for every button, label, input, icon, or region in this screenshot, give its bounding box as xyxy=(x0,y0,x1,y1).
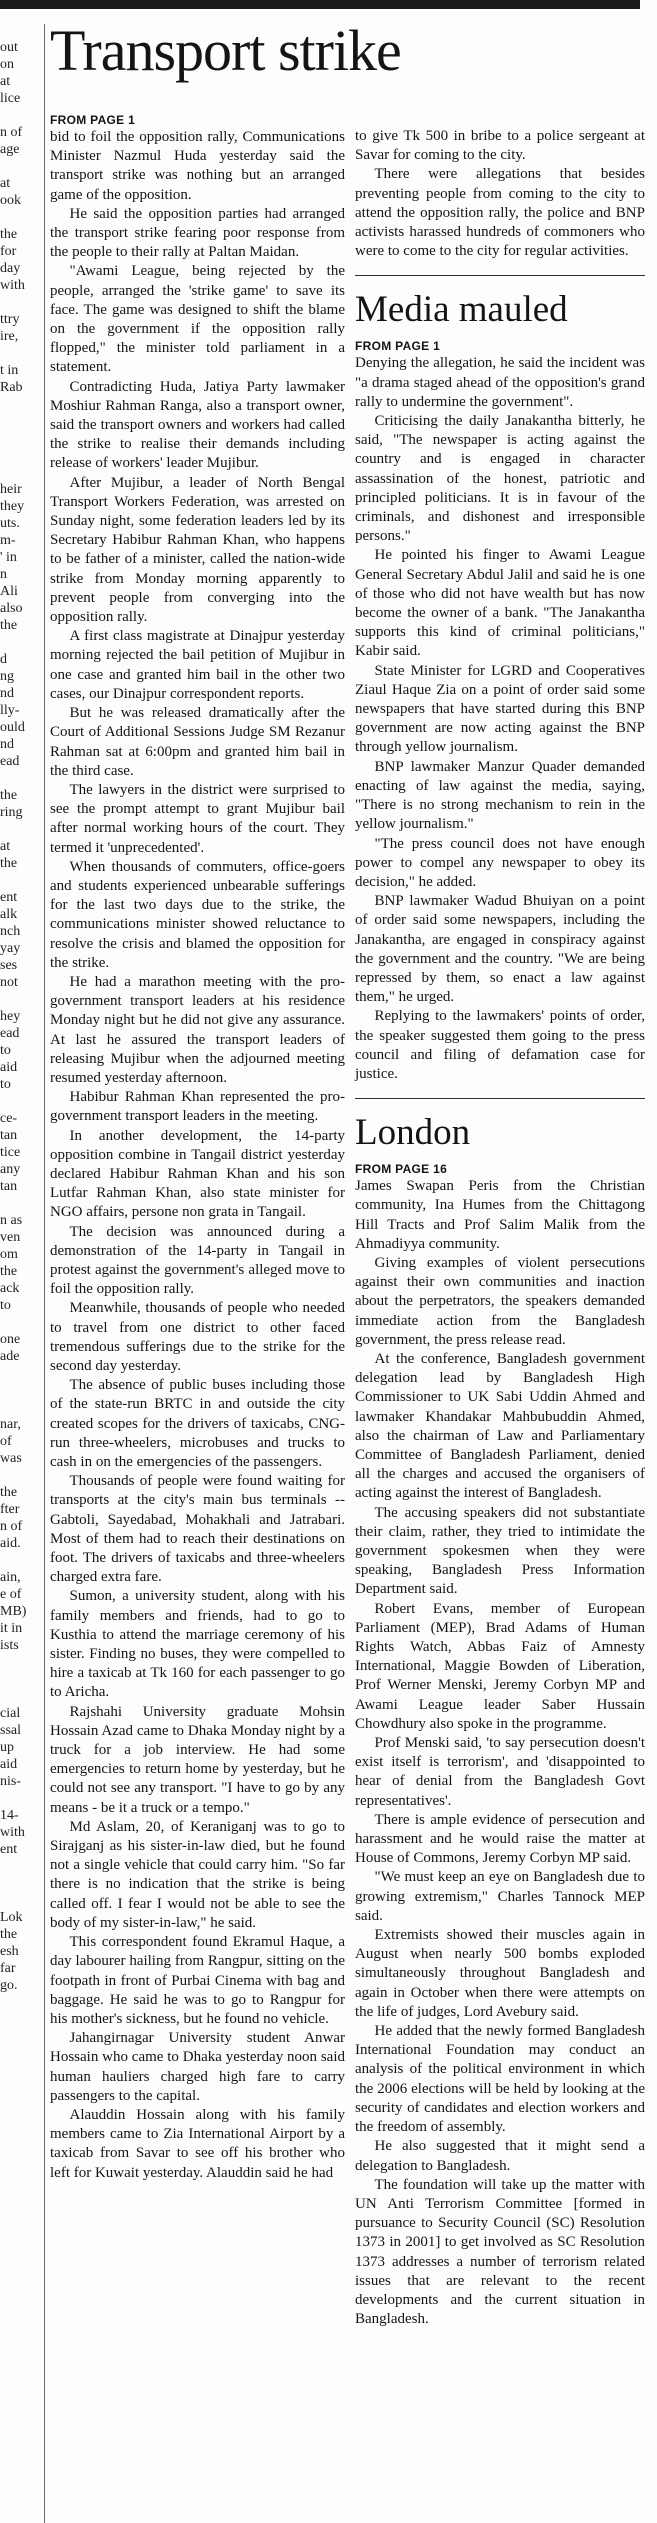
left-fragment xyxy=(0,1654,38,1671)
left-fragment: was xyxy=(0,1451,22,1466)
left-fragment: cial xyxy=(0,1706,21,1721)
left-fragment xyxy=(0,1858,38,1875)
left-fragment xyxy=(0,1552,38,1569)
left-fragment: ent xyxy=(0,1842,18,1857)
left-fragment: n as xyxy=(0,1213,23,1228)
section-divider xyxy=(355,275,645,276)
left-fragment: ists xyxy=(0,1638,19,1653)
left-fragment: day xyxy=(0,261,21,276)
paragraph: "We must keep an eye on Bangladesh due to growing extremism," Charles Tannock MEP said. xyxy=(355,1869,645,1924)
left-fragment xyxy=(0,1399,38,1416)
left-fragment xyxy=(0,1093,38,1110)
paragraph: He had a marathon meeting with the pro-government transport leaders at his residence Monday night but he did not give any assurance. At last he assured the transport leaders of releasing Mujibur when the adjourned meeting resumed yesterday afternoon. xyxy=(50,973,345,1086)
london-from-label: FROM PAGE 16 xyxy=(355,1162,448,1177)
left-fragment: it in xyxy=(0,1621,23,1636)
left-fragment: ce- xyxy=(0,1111,18,1126)
paragraph: Robert Evans, member of European Parliament (MEP), Brad Adams of Human Rights Watch, Abbas Faiz of Amnesty International, Maggie Bowden of Liberation, Prof Werner Menski, Jeremy Corbyn MP and Awami League leader Saber Hussain Chowdhury also spoke in the programme. xyxy=(355,1600,645,1732)
paragraph: In another development, the 14-party opposition combine in Tangail district yesterday declared Habibur Rahman Khan and his son Lutfar Rahman Khan, also state minister for NGO affairs, persone non grata in Tangail. xyxy=(50,1127,345,1221)
left-fragment xyxy=(0,991,38,1008)
left-fragment: to xyxy=(0,1298,11,1313)
left-fragment: ade xyxy=(0,1349,20,1364)
paragraph: There is ample evidence of persecution and harassment and he would raise the matter at House of Commons, Jeremy Corbyn MP said. xyxy=(355,1811,645,1867)
london-body xyxy=(355,1177,645,2329)
paragraph: A first class magistrate at Dinajpur yesterday morning rejected the bail petition of Mujibur in one case and granted him bail in the other two cases, our Dinajpur correspondent reports. xyxy=(50,628,345,702)
left-fragment xyxy=(0,107,38,124)
left-fragment xyxy=(0,1688,38,1705)
left-fragment: at xyxy=(0,839,11,854)
left-fragment: n of xyxy=(0,125,23,140)
left-fragment xyxy=(0,396,38,413)
left-fragment: of xyxy=(0,1434,12,1449)
left-fragment: Lok xyxy=(0,1910,23,1925)
paragraph: There were allegations that besides preventing people from coming to the city to attend the opposition rally, the police and BNP activists harassed hundreds of commoners who were to come to the city for regular activities. xyxy=(355,166,645,260)
paragraph: He pointed his finger to Awami League General Secretary Abdul Jalil and said he is one of those who did not have wealth but has now become the owner of a bank. "The Janakantha supports this kind of criminal politicians," Kabir said. xyxy=(355,547,645,660)
left-fragment: uts. xyxy=(0,516,20,531)
transport-strike-continued xyxy=(355,127,645,261)
paragraph: The accusing speakers did not substantiate their claim, rather, they tried to intimidate the government spokesmen when they were speaking, Bangladesh Press Information Department said. xyxy=(355,1504,645,1598)
paragraph: "The press council does not have enough power to compel any newspaper to obey its decision," he added. xyxy=(355,835,645,890)
article-transport-strike xyxy=(50,112,345,2183)
left-fragment: aid xyxy=(0,1060,18,1075)
left-fragment xyxy=(0,872,38,889)
left-fragment xyxy=(0,430,38,447)
paragraph: BNP lawmaker Manzur Quader demanded enacting of law against the media, saying, "There is no strong mechanism to rein in the yellow journalism." xyxy=(355,758,645,833)
media-mauled-body xyxy=(355,354,645,1084)
media-from-label: FROM PAGE 1 xyxy=(355,339,441,354)
left-fragment xyxy=(0,1790,38,1807)
paragraph: "Awami League, being rejected by the people, arranged the 'strike game' to save its face. The game was designed to shift the blame on the government if the opposition rally flopped," the minister told parliament in a statement. xyxy=(50,263,345,376)
left-fragment: ook xyxy=(0,193,21,208)
left-fragment xyxy=(0,158,38,175)
paragraph: Giving examples of violent persecutions against their own communities and inaction about the perpetrators, the speakers demanded immediate action from the Bangladesh government, the press release read. xyxy=(355,1254,645,1348)
paragraph: James Swapan Peris from the Christian community, Ina Humes from the Chittagong Hill Tracts and Prof Salim Malik from the Ahmadiyya community. xyxy=(355,1178,645,1252)
left-fragment xyxy=(0,1365,38,1382)
paragraph: Contradicting Huda, Jatiya Party lawmaker Moshiur Rahman Ranga, also a transport owner, said the transport owners and workers had called the strike to realise their demands including release of workers' leader Mujibur. xyxy=(50,378,345,472)
left-fragment: MB) xyxy=(0,1604,27,1619)
left-column-fragments xyxy=(0,22,38,1994)
left-fragment: yay xyxy=(0,941,21,956)
left-fragment: any xyxy=(0,1162,21,1177)
left-fragment: Rab xyxy=(0,380,23,395)
left-fragment: ent xyxy=(0,890,18,905)
left-fragment: ttry xyxy=(0,312,20,327)
left-fragment: e of xyxy=(0,1587,22,1602)
left-fragment: the xyxy=(0,788,18,803)
left-fragment xyxy=(0,345,38,362)
left-fragment: ses xyxy=(0,958,18,973)
left-fragment: n xyxy=(0,567,7,582)
left-fragment: the xyxy=(0,1485,18,1500)
left-fragment: out xyxy=(0,40,18,55)
paragraph: Extremists showed their muscles again in August when nearly 500 bombs exploded simultaneously throughout Bangladesh and again in October when there were attempts on the life of judges, Lord Avebury said. xyxy=(355,1927,645,2020)
paragraph: Denying the allegation, he said the incident was "a drama staged ahead of the opposition's grand rally to undermine the government". xyxy=(355,355,645,410)
left-fragment xyxy=(0,770,38,787)
paragraph: The absence of public buses including those of the state-run BRTC in and outside the city created scopes for the drivers of taxicabs, CNG-run three-wheelers, microbuses and trucks to cash in on the emergencies of the passengers. xyxy=(50,1377,345,1471)
left-fragment: at xyxy=(0,74,11,89)
left-fragment xyxy=(0,22,38,39)
top-border-bar xyxy=(0,0,640,9)
paragraph: State Minister for LGRD and Cooperatives Ziaul Haque Zia on a point of order said some newspapers that have started during this BNP government are now acting against the BNP through yellow journalism. xyxy=(355,662,645,756)
left-fragment: they xyxy=(0,499,25,514)
left-fragment: to xyxy=(0,1043,11,1058)
paragraph: Rajshahi University graduate Mohsin Hossain Azad came to Dhaka Monday night by a truck for a job interview. He had some emergencies to return home by yesterday, but he could not see any transport. "I have to go by any means - be it a truck or a tempo." xyxy=(50,1703,345,1816)
left-fragment: ead xyxy=(0,1026,20,1041)
paragraph: At the conference, Bangladesh government delegation lead by Bangladesh High Commissioner to UK Sabi Uddin Ahmed and lawmaker Khandakar Mahbubuddin Ahmed, also the chairman of Law and Parliamentary Committee of Bangladesh Parliament, denied all the charges and accused the organisers of acting against the interest of Bangladesh. xyxy=(355,1350,645,1502)
paragraph: to give Tk 500 in bribe to a police sergeant at Savar for coming to the city. xyxy=(355,128,645,164)
left-fragment: ring xyxy=(0,805,23,820)
paragraph: He added that the newly formed Bangladesh International Foundation may conduct an analysis of the political environment in which the 2006 elections will be held by looking at the security of candidates and election workers and the freedom of assembly. xyxy=(355,2023,645,2136)
left-fragment: age xyxy=(0,142,20,157)
left-fragment: m- xyxy=(0,533,16,548)
paragraph: Habibur Rahman Khan represented the pro-government transport leaders in the meeting. xyxy=(50,1089,345,1125)
section-divider xyxy=(355,1098,645,1099)
paragraph: Sumon, a university student, along with his family members and friends, had to go to Kusthia to attend the marriage ceremony of his sister. Finding no buses, they were compelled to hire a taxicab at Tk 160 for each passenger to go to Aricha. xyxy=(50,1588,345,1701)
left-fragment: at xyxy=(0,176,11,191)
left-fragment: esh xyxy=(0,1944,19,1959)
right-column xyxy=(355,127,645,2329)
left-fragment xyxy=(0,447,38,464)
left-fragment: hey xyxy=(0,1009,21,1024)
left-fragment: with xyxy=(0,278,25,293)
left-fragment: up xyxy=(0,1740,14,1755)
left-fragment xyxy=(0,821,38,838)
paragraph: After Mujibur, a leader of North Bengal Transport Workers Federation, was arrested on Sunday night, some federation leaders led by its Secretary Habibur Rahman Khan, who happens to be father of a minister, called the nation-wide strike from Monday morning apparently to prevent people from converging into the opposition rally. xyxy=(50,474,345,626)
left-fragment: lice xyxy=(0,91,21,106)
london-title: London xyxy=(355,1112,471,1154)
left-fragment: nis- xyxy=(0,1774,21,1789)
column-rule xyxy=(44,24,45,2523)
left-fragment: nd xyxy=(0,737,14,752)
left-fragment: heir xyxy=(0,482,22,497)
media-mauled-title: Media mauled xyxy=(355,289,568,331)
left-fragment: Ali xyxy=(0,584,18,599)
left-fragment xyxy=(0,634,38,651)
left-fragment: ack xyxy=(0,1281,20,1296)
paragraph: Prof Menski said, 'to say persecution doesn't exist itself is terrorism', and 'disappointed to hear of denial from the Bangladesh Govt representatives'. xyxy=(355,1735,645,1809)
left-fragment: ng xyxy=(0,669,14,684)
left-fragment xyxy=(0,294,38,311)
left-fragment: nd xyxy=(0,686,14,701)
left-fragment: not xyxy=(0,975,18,990)
paragraph: But he was released dramatically after the Court of Additional Sessions Judge SM Rezanur Rahman sat at 6:00pm and granted him bail in the third case. xyxy=(50,705,345,779)
left-fragment: ' in xyxy=(0,550,17,565)
paragraph: Thousands of people were found waiting for transports at the city's main bus terminals -- Gabtoli, Sayedabad, Mohakhali and Jatrabari. Most of them had to reach their destinations on foot. The drivers of taxicabs and three-wheelers charged extra fare. xyxy=(50,1473,345,1586)
left-fragment: tan xyxy=(0,1179,18,1194)
headline: Transport strike xyxy=(50,18,401,83)
left-fragment xyxy=(0,209,38,226)
left-fragment: lly- xyxy=(0,703,20,718)
left-fragment: on xyxy=(0,57,14,72)
left-fragment xyxy=(0,1671,38,1688)
paragraph: The decision was announced during a demonstration of the 14-party in Tangail in protest against the government's alleged move to foil the opposition rally. xyxy=(50,1223,345,1298)
left-fragment: for xyxy=(0,244,17,259)
left-fragment: far xyxy=(0,1961,16,1976)
left-fragment: with xyxy=(0,1825,25,1840)
left-fragment: d xyxy=(0,652,7,667)
article-body xyxy=(50,128,345,2183)
left-fragment: ould xyxy=(0,720,25,735)
paragraph: He also suggested that it might send a delegation to Bangladesh. xyxy=(355,2138,645,2174)
paragraph: Md Aslam, 20, of Keraniganj was to go to Sirajganj as his sister-in-law died, but he found not a single vehicle that could carry him. "So far there is no indication that the strike is being called off. I fear I would not be able to see the body of my sister-in-law," he said. xyxy=(50,1818,345,1931)
left-fragment xyxy=(0,1467,38,1484)
paragraph: Alauddin Hossain along with his family members came to Zia International Airport by a taxicab from Savar to see off his brother who left for Kuwait yesterday. Alauddin said he had xyxy=(50,2106,345,2181)
left-fragment: ven xyxy=(0,1230,21,1245)
left-fragment xyxy=(0,464,38,481)
paragraph: He said the opposition parties had arranged the transport strike fearing poor response from the people to their rally at Paltan Maidan. xyxy=(50,205,345,261)
paragraph: The foundation will take up the matter with UN Anti Terrorism Committee [formed in pursuance to Security Council (SC) Resolution 1373 in 2001] to get involved as SC Resolution 1373 addresses a number of terrorism related issues that are relevant to the recent developments and the current situation in Bangladesh. xyxy=(355,2176,645,2328)
from-page-label: FROM PAGE 1 xyxy=(50,113,136,127)
left-fragment: alk xyxy=(0,907,18,922)
left-fragment: aid xyxy=(0,1757,18,1772)
paragraph: BNP lawmaker Wadud Bhuiyan on a point of order said some newspapers, including the Janakantha, are engaged in conspiracy against the government and the country. "We are being repressed by them, so enact a law against them," he urged. xyxy=(355,893,645,1006)
left-fragment: ead xyxy=(0,754,20,769)
left-fragment xyxy=(0,1314,38,1331)
paragraph: Meanwhile, thousands of people who needed to travel from one district to other faced tremendous sufferings due to the strike for the second day yesterday. xyxy=(50,1300,345,1374)
left-fragment: ssal xyxy=(0,1723,21,1738)
left-fragment xyxy=(0,1892,38,1909)
left-fragment xyxy=(0,1195,38,1212)
left-fragment xyxy=(0,1875,38,1892)
left-fragment: n of xyxy=(0,1519,23,1534)
left-fragment: go. xyxy=(0,1978,18,1993)
paragraph: Jahangirnagar University student Anwar Hossain who came to Dhaka yesterday noon said human hauliers charged high fare to carry passengers to the capital. xyxy=(50,2030,345,2104)
left-fragment: 14- xyxy=(0,1808,19,1823)
left-fragment: the xyxy=(0,1927,18,1942)
left-fragment: the xyxy=(0,856,18,871)
paragraph: This correspondent found Ekramul Haque, a day labourer hailing from Rangpur, sitting on the footpath in front of Purbai Cinema with bag and baggage. He said he was to go to Rangpur for his mother's sickness, but he found no vehicle. xyxy=(50,1934,345,2027)
left-fragment: tice xyxy=(0,1145,21,1160)
paragraph: The lawyers in the district were surprised to see the prompt attempt to grant Mujibur bail after normal working hours of the court. They termed it 'unprecedented'. xyxy=(50,781,345,856)
left-fragment: the xyxy=(0,227,18,242)
left-fragment xyxy=(0,1382,38,1399)
left-fragment: tan xyxy=(0,1128,18,1143)
left-fragment: aid. xyxy=(0,1536,21,1551)
left-fragment: to xyxy=(0,1077,11,1092)
left-fragment xyxy=(0,413,38,430)
left-fragment: the xyxy=(0,618,18,633)
paragraph: Criticising the daily Janakantha bitterly, he said, "The newspaper is acting against the country and is engaged in character assassination of the honest, patriotic and principled politicians. It is in favour of the criminals, and dishonest and irresponsible persons." xyxy=(355,413,645,545)
paragraph: bid to foil the opposition rally, Communications Minister Nazmul Huda yesterday said the transport strike was nothing but an arranged game of the opposition. xyxy=(50,129,345,203)
left-fragment: the xyxy=(0,1264,18,1279)
paragraph: When thousands of commuters, office-goers and students experienced unbearable sufferings for the last two days due to the strike, the communications minister showed reluctance to resolve the crisis and blamed the opposition for the strike. xyxy=(50,858,345,971)
left-fragment: ire, xyxy=(0,329,19,344)
paragraph: Replying to the lawmakers' points of order, the speaker suggested them going to the press council and filing of defamation case for justice. xyxy=(355,1008,645,1082)
left-fragment: t in xyxy=(0,363,19,378)
left-fragment: one xyxy=(0,1332,21,1347)
left-fragment: om xyxy=(0,1247,18,1262)
left-fragment: fter xyxy=(0,1502,20,1517)
left-fragment: also xyxy=(0,601,23,616)
left-fragment: ain, xyxy=(0,1570,21,1585)
left-fragment: nch xyxy=(0,924,21,939)
left-fragment: nar, xyxy=(0,1417,21,1432)
